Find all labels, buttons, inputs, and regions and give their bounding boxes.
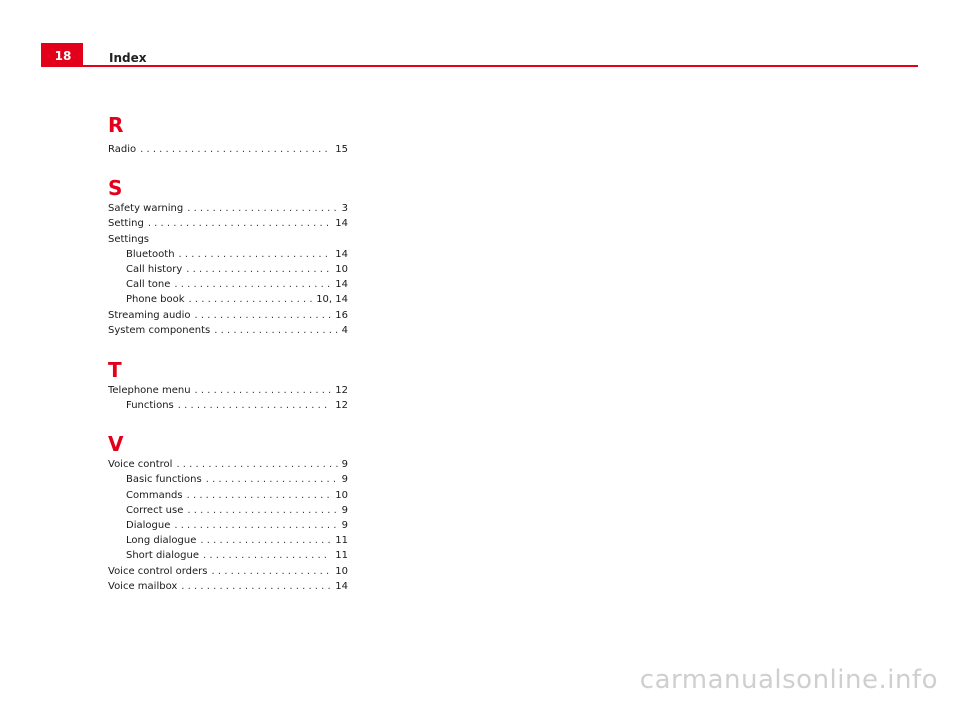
entry-label: Safety warning (108, 203, 184, 215)
leader-dots (174, 277, 331, 292)
section-letter: V (108, 432, 124, 457)
entry-label: Radio (108, 144, 137, 155)
index-subentry (108, 247, 348, 262)
entry-page: 9 (341, 474, 348, 486)
leader-dots (148, 216, 331, 231)
section-letter: S (108, 176, 123, 201)
section-letter: T (108, 357, 122, 382)
index-entry-group (108, 232, 348, 247)
page-header (41, 43, 918, 67)
leader-dots (140, 142, 331, 157)
entry-page: 10, 14 (316, 294, 348, 306)
entry-label: Basic functions (126, 474, 202, 486)
entry-page: 9 (341, 520, 348, 531)
index-section-r (108, 112, 348, 157)
entry-label: Voice control (108, 459, 173, 471)
leader-dots (212, 564, 332, 579)
index-subentry (108, 533, 348, 548)
leader-dots (203, 548, 331, 563)
entry-label: Correct use (126, 504, 184, 516)
entry-label: Settings (108, 233, 150, 245)
index-section-s (108, 175, 348, 338)
leader-dots (189, 292, 313, 307)
entry-page: 11 (335, 535, 348, 547)
leader-dots (187, 201, 337, 216)
index-subentry (108, 548, 348, 563)
leader-dots (179, 247, 332, 262)
leader-dots (195, 308, 332, 323)
entry-label: Functions (126, 400, 174, 412)
leader-dots (200, 533, 331, 548)
leader-dots (187, 503, 337, 518)
index-subentry (108, 503, 348, 518)
index-subentry (108, 472, 348, 487)
entry-label: Bluetooth (126, 248, 175, 260)
entry-label: Phone book (126, 294, 185, 306)
entry-page: 14 (335, 248, 348, 260)
entry-page: 4 (341, 324, 348, 336)
watermark-text: carmanualsonline.info (639, 665, 938, 695)
entry-page: 3 (341, 203, 348, 215)
entry-page: 12 (335, 400, 348, 412)
leader-dots (195, 383, 332, 398)
index-entry (108, 457, 348, 472)
index-entry (108, 323, 348, 338)
index-entry (108, 142, 348, 157)
index-entry (108, 383, 348, 398)
entry-label: Call history (126, 263, 183, 275)
entry-label: Setting (108, 218, 144, 230)
index-entry (108, 564, 348, 579)
leader-dots (176, 457, 337, 472)
leader-dots (214, 323, 337, 338)
leader-dots (187, 488, 332, 503)
index-subentry (108, 262, 348, 277)
entry-label: Voice mailbox (108, 580, 178, 592)
entry-page: 9 (341, 459, 348, 471)
entry-label: Voice control orders (108, 565, 208, 577)
entry-page: 11 (335, 550, 348, 562)
index-subentry (108, 488, 348, 503)
entry-label: System components (108, 324, 211, 336)
entry-page: 10 (335, 565, 348, 577)
entry-page: 15 (335, 144, 348, 155)
index-subentry (108, 398, 348, 413)
index-entry (108, 201, 348, 216)
entry-page: 10 (335, 263, 348, 275)
entry-label: Short dialogue (126, 550, 200, 562)
entry-page: 14 (335, 279, 348, 291)
page-number: 18 (41, 43, 83, 67)
leader-dots (178, 398, 332, 413)
index-subentry (108, 277, 348, 292)
index-entry (108, 308, 348, 323)
entry-page: 9 (341, 504, 348, 516)
leader-dots (186, 262, 331, 277)
entry-label: Call tone (126, 279, 171, 291)
entry-page: 10 (335, 489, 348, 501)
index-list (108, 112, 348, 594)
index-subentry (108, 292, 348, 307)
index-section-t (108, 357, 348, 413)
entry-label: Long dialogue (126, 535, 197, 547)
entry-label: Dialogue (126, 520, 171, 531)
entry-label: Commands (126, 489, 183, 501)
entry-page: 14 (335, 218, 348, 230)
leader-dots (181, 579, 331, 594)
section-letter: R (108, 113, 124, 137)
entry-label: Streaming audio (108, 309, 191, 321)
index-entry (108, 216, 348, 231)
entry-page: 12 (335, 384, 348, 396)
entry-label: Telephone menu (108, 384, 191, 396)
entry-page: 14 (335, 580, 348, 592)
leader-dots (206, 472, 338, 487)
page-title: Index (109, 51, 147, 65)
leader-dots (174, 518, 337, 533)
index-section-v (108, 431, 348, 594)
entry-page: 16 (335, 309, 348, 321)
index-subentry (108, 518, 348, 533)
header-rule (41, 65, 918, 67)
index-entry (108, 579, 348, 594)
